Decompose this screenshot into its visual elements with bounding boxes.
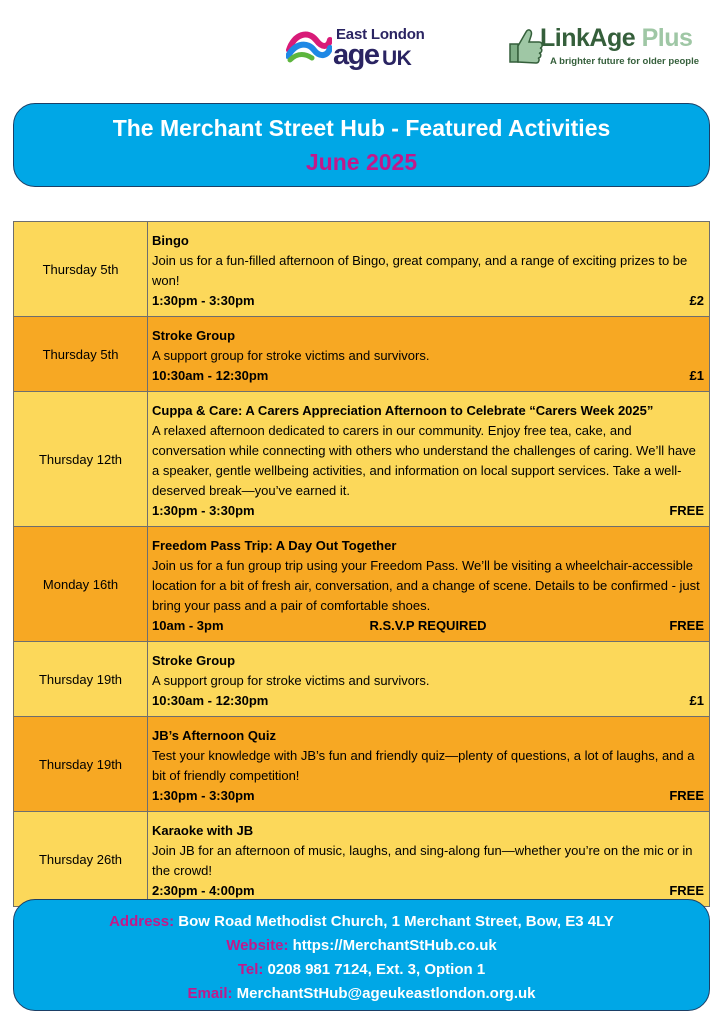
activity-title: Cuppa & Care: A Carers Appreciation Afternoon to Celebrate “Carers Week 2025” (152, 403, 654, 418)
linkage-plus-tagline: A brighter future for older people (550, 56, 700, 67)
activity-price: FREE (669, 503, 704, 518)
activity-title: Freedom Pass Trip: A Day Out Together (152, 538, 397, 553)
activity-details (148, 317, 710, 391)
page-month: June 2025 (305, 149, 418, 175)
activity-price: £1 (689, 368, 704, 383)
activity-description: A relaxed afternoon dedicated to carers in our community. Enjoy free tea, cake, and conversation while connecting with others who understand the challenges of caring. We’ll have a speaker, gentle wellbeing activities, and information on local support services. Take a well-deserved break—you’ve earned it. (152, 423, 696, 498)
activity-description: Join JB for an afternoon of music, laughs, and sing-along fun—whether you’re on the mic or in the crowd! (152, 843, 693, 878)
activity-price: FREE (669, 618, 704, 633)
age-uk-swirl-icon (286, 26, 332, 66)
linkage-plus-logo (508, 24, 714, 72)
activity-row (14, 717, 710, 812)
activity-footer (152, 616, 704, 636)
address-line: Address: Bow Road Methodist Church, 1 Merchant Street, Bow, E3 4LY (109, 913, 614, 930)
email-link: MerchantStHub@ageukeastlondon.org.uk (232, 985, 536, 1002)
thumbs-up-icon (508, 26, 544, 66)
activity-row (14, 222, 710, 317)
website-line[interactable]: Website: https://MerchantStHub.co.uk (226, 937, 497, 954)
age-uk-region: East London (336, 26, 425, 43)
activity-footer (152, 786, 704, 806)
website-link: https://MerchantStHub.co.uk (288, 937, 497, 954)
activity-footer (152, 881, 704, 901)
activity-time: 2:30pm - 4:00pm (152, 883, 255, 898)
tel-line: Tel: 0208 981 7124, Ext. 3, Option 1 (237, 961, 486, 978)
age-uk-word: age (333, 39, 379, 71)
activity-time: 10:30am - 12:30pm (152, 693, 269, 708)
activity-description: Test your knowledge with JB’s fun and friendly quiz—plenty of questions, a lot of laughs, and a bit of friendly competition! (152, 748, 695, 783)
activity-date: Thursday 19th (14, 717, 148, 811)
activity-row (14, 527, 710, 642)
activity-row (14, 642, 710, 717)
activity-price: FREE (669, 788, 704, 803)
activity-details (148, 222, 710, 316)
activity-description: A support group for stroke victims and survivors. (152, 673, 430, 688)
activity-time: 10am - 3pm (152, 618, 224, 633)
activity-time: 1:30pm - 3:30pm (152, 503, 255, 518)
activity-note: R.S.V.P REQUIRED (369, 618, 487, 633)
activity-details (148, 812, 710, 906)
activity-title: Bingo (152, 233, 189, 248)
activity-title: Stroke Group (152, 653, 236, 668)
activity-footer (152, 366, 704, 386)
age-uk-suffix: UK (382, 47, 412, 70)
activity-price: £1 (689, 693, 704, 708)
activity-details (148, 717, 710, 811)
email-line[interactable]: Email: MerchantStHub@ageukeastlondon.org.uk (187, 985, 536, 1002)
header-banner (13, 103, 710, 187)
activity-time: 1:30pm - 3:30pm (152, 293, 255, 308)
activity-row (14, 317, 710, 392)
activity-row (14, 812, 710, 907)
activity-date: Thursday 19th (14, 642, 148, 716)
activity-time: 1:30pm - 3:30pm (152, 788, 255, 803)
activity-date: Thursday 26th (14, 812, 148, 906)
activity-title: JB’s Afternoon Quiz (152, 728, 276, 743)
activity-row (14, 392, 710, 527)
activity-description: A support group for stroke victims and survivors. (152, 348, 430, 363)
activity-footer (152, 291, 704, 311)
activity-date: Thursday 12th (14, 392, 148, 526)
activity-date: Thursday 5th (14, 222, 148, 316)
page-title: The Merchant Street Hub - Featured Activities (112, 115, 611, 141)
linkage-plus-name: LinkAge Plus (540, 24, 693, 52)
contact-banner (13, 899, 710, 1011)
activity-details (148, 642, 710, 716)
activity-date: Monday 16th (14, 527, 148, 641)
activity-title: Karaoke with JB (152, 823, 254, 838)
activity-description: Join us for a fun-filled afternoon of Bingo, great company, and a range of exciting prizes to be won! (152, 253, 688, 288)
activity-title: Stroke Group (152, 328, 236, 343)
activity-price: FREE (669, 883, 704, 898)
activity-details (148, 527, 710, 641)
activity-time: 10:30am - 12:30pm (152, 368, 269, 383)
age-uk-logo (286, 22, 446, 74)
activity-footer (152, 691, 704, 711)
activity-details (148, 392, 710, 526)
activities-table (13, 221, 710, 907)
activity-date: Thursday 5th (14, 317, 148, 391)
activity-description: Join us for a fun group trip using your Freedom Pass. We’ll be visiting a wheelchair-accessible location for a bit of fresh air, conversation, and a change of scene. Details to be confirmed - just bring your pass and a pair of comfortable shoes. (152, 558, 700, 613)
activity-footer (152, 501, 704, 521)
activity-price: £2 (689, 293, 704, 308)
